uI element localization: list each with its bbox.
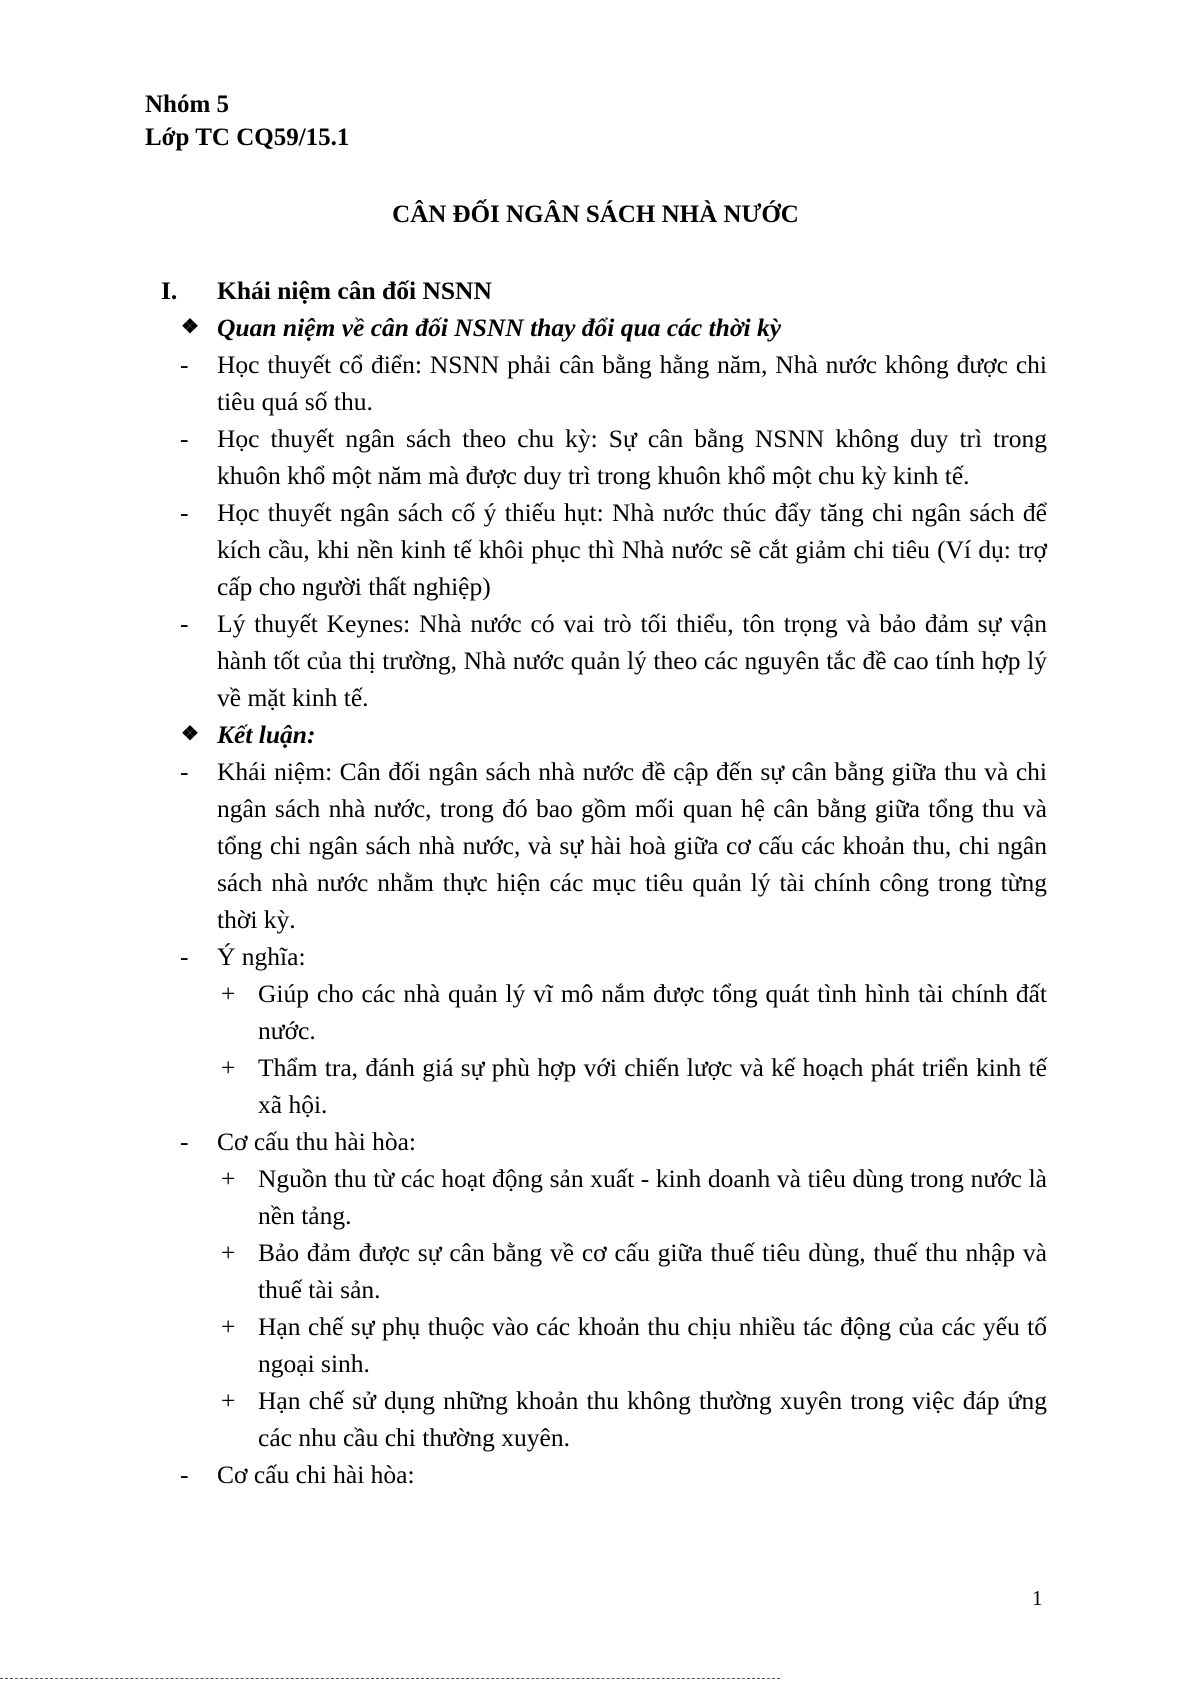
dash-bullet: - xyxy=(180,609,189,638)
list-item xyxy=(145,938,1047,975)
class-name: Lớp TC CQ59/15.1 xyxy=(145,124,350,151)
list-item xyxy=(145,346,1047,420)
plus-bullet: + xyxy=(221,1312,236,1341)
plus-bullet: + xyxy=(221,1386,236,1415)
sub-list-item-text: Bảo đảm được sự cân bằng về cơ cấu giữa thuế tiêu dùng, thuế thu nhập và thuế tài sản. xyxy=(258,1238,1047,1304)
dash-bullet: - xyxy=(180,1460,189,1489)
section-heading-text: Khái niệm cân đối NSNN xyxy=(217,276,492,305)
plus-bullet: + xyxy=(221,1164,236,1193)
list-item xyxy=(145,605,1047,716)
list-item xyxy=(145,420,1047,494)
sub-list-item xyxy=(145,1308,1047,1382)
dash-bullet: - xyxy=(180,424,189,453)
diamond-bullet-icon: ❖ xyxy=(181,723,199,745)
list-item xyxy=(145,1123,1047,1160)
subheading-conclusion xyxy=(145,716,1047,753)
dash-bullet: - xyxy=(180,1127,189,1156)
sub-list-item-text: Giúp cho các nhà quản lý vĩ mô nắm được tổng quát tình hình tài chính đất nước. xyxy=(258,979,1047,1045)
list-item xyxy=(145,494,1047,605)
section-number: I. xyxy=(161,276,178,305)
list-item xyxy=(145,1456,1047,1493)
page-number: 1 xyxy=(1032,1586,1043,1610)
diamond-bullet-icon: ❖ xyxy=(181,316,199,338)
plus-bullet: + xyxy=(221,1238,236,1267)
subheading-text: Kết luận: xyxy=(217,720,316,749)
list-item-text: Học thuyết cổ điển: NSNN phải cân bằng hằng năm, Nhà nước không được chi tiêu quá số thu. xyxy=(217,350,1047,416)
sub-list-item xyxy=(145,975,1047,1049)
subheading-text: Quan niệm về cân đối NSNN thay đổi qua các thời kỳ xyxy=(217,313,782,342)
list-item-text: Học thuyết ngân sách cố ý thiếu hụt: Nhà nước thúc đẩy tăng chi ngân sách để kích cầu, khi nền kinh tế khôi phục thì Nhà nước sẽ cắt giảm chi tiêu (Ví dụ: trợ cấp cho người thất nghiệp) xyxy=(217,498,1047,601)
group-name: Nhóm 5 xyxy=(145,91,230,118)
list-item-text: Ý nghĩa: xyxy=(217,942,306,971)
sub-list-item xyxy=(145,1382,1047,1456)
sub-list-item-text: Thẩm tra, đánh giá sự phù hợp với chiến lược và kế hoạch phát triển kinh tế xã hội. xyxy=(258,1053,1047,1119)
group-info xyxy=(145,88,349,154)
footer-divider xyxy=(0,1678,780,1679)
list-item-text: Học thuyết ngân sách theo chu kỳ: Sự cân bằng NSNN không duy trì trong khuôn khổ một năm mà được duy trì trong khuôn khổ một chu kỳ kinh tế. xyxy=(217,424,1047,490)
plus-bullet: + xyxy=(221,1053,236,1082)
plus-bullet: + xyxy=(221,979,236,1008)
dash-bullet: - xyxy=(180,350,189,379)
list-item-text: Khái niệm: Cân đối ngân sách nhà nước đề cập đến sự cân bằng giữa thu và chi ngân sách nhà nước, trong đó bao gồm mối quan hệ cân bằng giữa tổng thu và tổng chi ngân sách nhà nước, và sự hài hoà giữa cơ cấu các khoản thu, chi ngân sách nhà nước nhằm thực hiện các mục tiêu quản lý tài chính công trong từng thời kỳ. xyxy=(217,757,1047,934)
dash-bullet: - xyxy=(180,942,189,971)
subheading-concepts xyxy=(145,309,1047,346)
sub-list-item xyxy=(145,1160,1047,1234)
list-item xyxy=(145,753,1047,938)
sub-list-item xyxy=(145,1049,1047,1123)
sub-list-item-text: Hạn chế sự phụ thuộc vào các khoản thu chịu nhiều tác động của các yếu tố ngoại sinh. xyxy=(258,1312,1047,1378)
document-body xyxy=(145,272,1047,1493)
document-title: CÂN ĐỐI NGÂN SÁCH NHÀ NƯỚC xyxy=(392,201,799,228)
list-item-text: Lý thuyết Keynes: Nhà nước có vai trò tối thiểu, tôn trọng và bảo đảm sự vận hành tốt của thị trường, Nhà nước quản lý theo các nguyên tắc đề cao tính hợp lý về mặt kinh tế. xyxy=(217,609,1047,712)
list-item-text: Cơ cấu thu hài hòa: xyxy=(217,1127,417,1156)
sub-list-item-text: Nguồn thu từ các hoạt động sản xuất - kinh doanh và tiêu dùng trong nước là nền tảng. xyxy=(258,1164,1047,1230)
dash-bullet: - xyxy=(180,757,189,786)
sub-list-item-text: Hạn chế sử dụng những khoản thu không thường xuyên trong việc đáp ứng các nhu cầu chi thường xuyên. xyxy=(258,1386,1047,1452)
dash-bullet: - xyxy=(180,498,189,527)
section-heading xyxy=(145,272,1047,309)
list-item-text: Cơ cấu chi hài hòa: xyxy=(217,1460,415,1489)
sub-list-item xyxy=(145,1234,1047,1308)
